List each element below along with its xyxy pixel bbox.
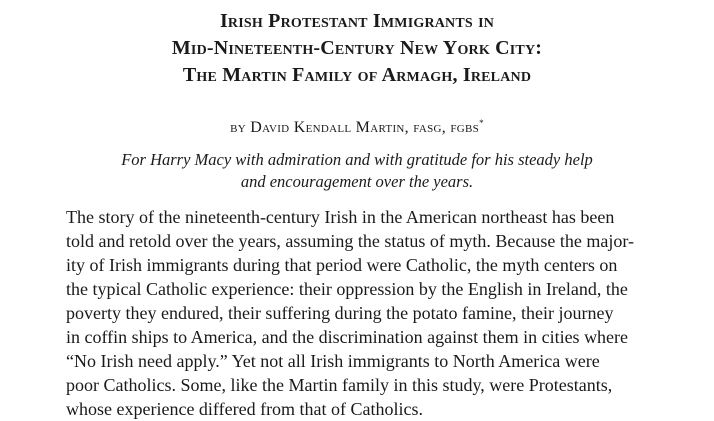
- body-line: ity of Irish immigrants during that period were Catholic, the myth centers on: [66, 255, 618, 275]
- title-line: The Martin Family of Armagh, Ireland: [182, 64, 532, 86]
- footnote-mark: *: [479, 118, 484, 128]
- body-line: in coffin ships to America, and the discrimination against them in cities where: [66, 327, 629, 347]
- dedication-line: For Harry Macy with admiration and with gratitude for his steady help: [121, 150, 593, 169]
- dedication: [0, 149, 714, 193]
- title-line: Irish Protestant Immigrants in: [219, 10, 495, 32]
- author-name: David Kendall Martin: [250, 119, 405, 136]
- body-line: “No Irish need apply.” Yet not all Irish immigrants to North America were: [66, 351, 600, 371]
- body-line: The story of the nineteenth-century Irish in the American northeast has been: [66, 207, 615, 227]
- body-line: told and retold over the years, assuming the status of myth. Because the major-: [66, 231, 634, 251]
- article-title: [0, 8, 714, 89]
- author-credentials: fasg, fgbs: [413, 119, 480, 136]
- byline-prefix: by: [230, 119, 246, 136]
- dedication-line: and encouragement over the years.: [240, 172, 474, 191]
- body-line: poverty they endured, their suffering during the potato famine, their journey: [66, 303, 614, 323]
- body-line: whose experience differed from that of Catholics.: [66, 399, 424, 419]
- author-byline: by David Kendall Martin, fasg, fgbs*: [230, 118, 484, 136]
- body-line: poor Catholics. Some, like the Martin family in this study, were Protestants,: [66, 375, 613, 395]
- title-line: Mid-Nineteenth-Century New York City:: [171, 37, 543, 59]
- body-line: the typical Catholic experience: their oppression by the English in Ireland, the: [66, 279, 628, 299]
- body-paragraph: [66, 205, 714, 421]
